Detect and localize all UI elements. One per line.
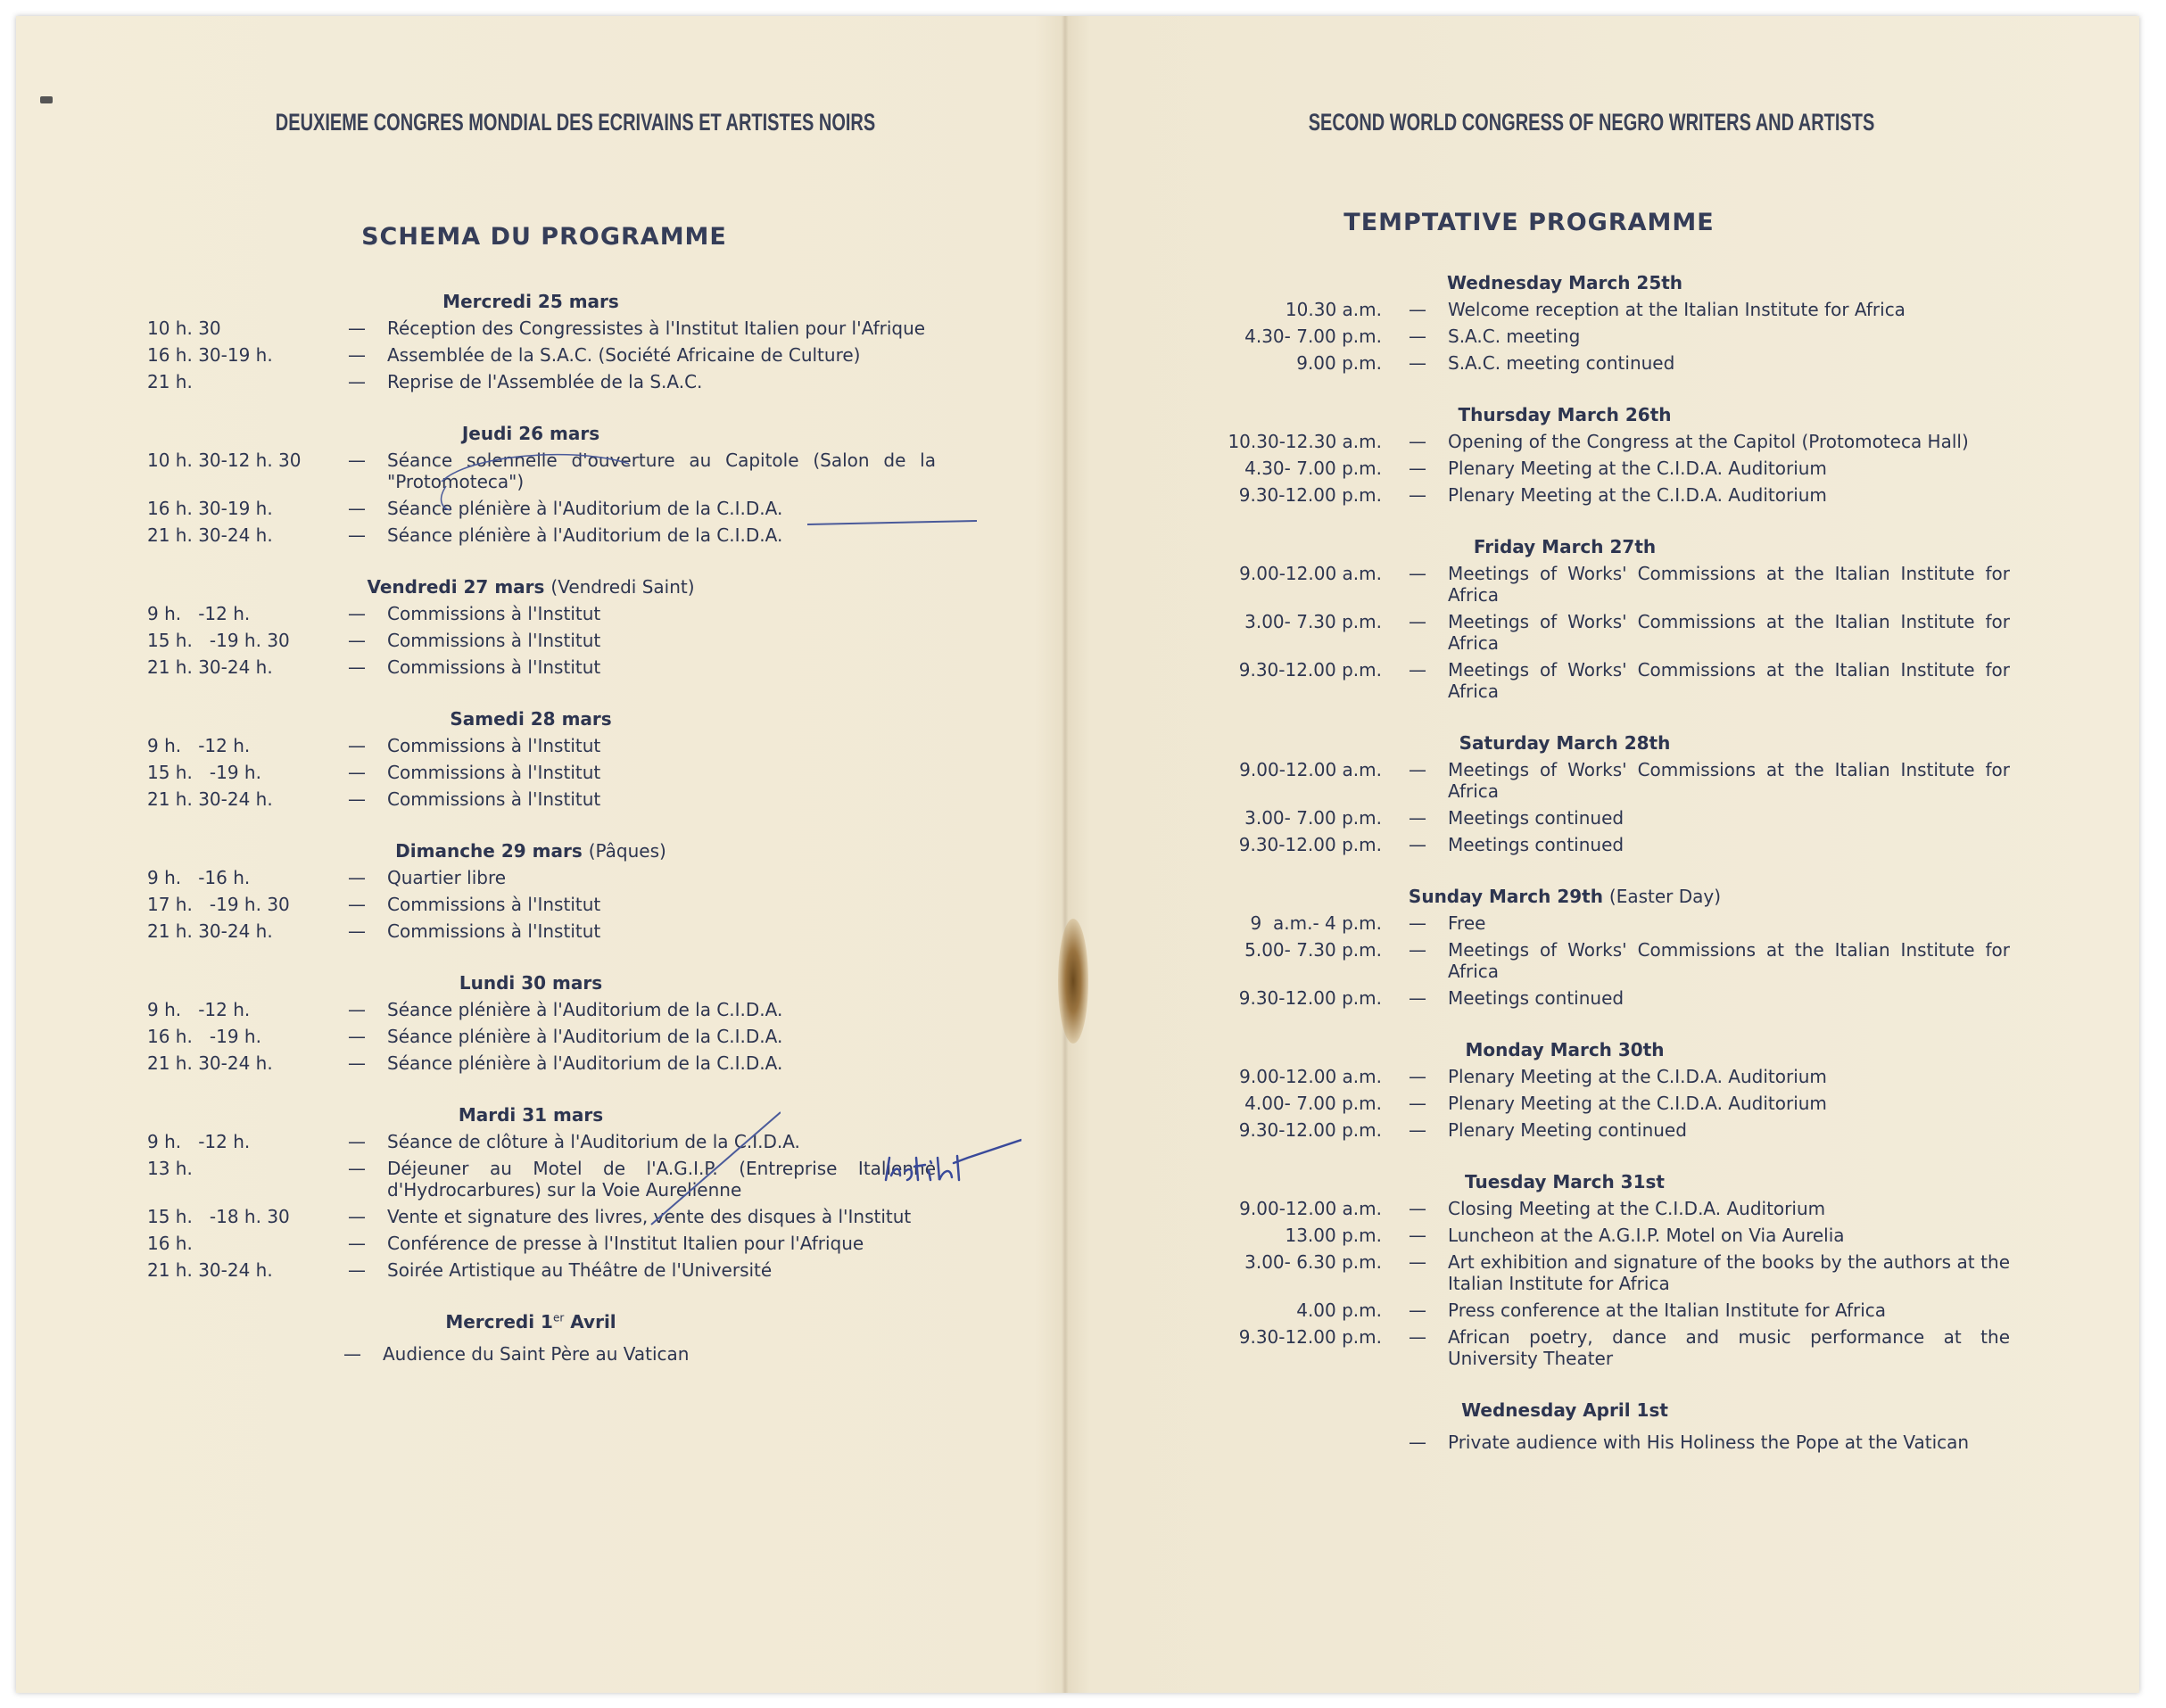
event-dash: —: [1409, 659, 1426, 681]
event-time: 4.30- 7.00 p.m.: [1244, 458, 1382, 479]
event-time: 15 h. -18 h. 30: [147, 1206, 290, 1227]
event-time: 3.00- 7.00 p.m.: [1244, 807, 1382, 829]
event-text: Commissions à l'Institut: [387, 788, 601, 810]
event-time: 4.30- 7.00 p.m.: [1244, 326, 1382, 347]
event-row: [147, 344, 950, 366]
event-text: Commissions à l'Institut: [387, 603, 601, 624]
event-dash: —: [1409, 759, 1426, 780]
day-spacer: [1163, 1146, 2100, 1171]
day-note: (Pâques): [588, 840, 666, 862]
day-spacer: [1163, 1014, 2100, 1039]
event-row: [1163, 1326, 2100, 1369]
day-label: Friday March 27th: [1473, 536, 1657, 557]
event-time: 3.00- 7.30 p.m.: [1244, 611, 1382, 632]
paper-mark: [40, 96, 53, 103]
event-dash: —: [348, 524, 366, 546]
event-dash: —: [1409, 939, 1426, 961]
event-time: 9.00-12.00 a.m.: [1239, 563, 1382, 584]
event-text: Meetings of Works' Commissions at the Italian Institute for Africa: [1448, 939, 2010, 982]
event-text: Déjeuner au Motel de l'A.G.I.P. (Entreprise Italienne d'Hydrocarbures) sur la Voie Aurelienne: [387, 1158, 936, 1201]
event-time: 17 h. -19 h. 30: [147, 894, 290, 915]
conference-title-fr: DEUXIEME CONGRES MONDIAL DES ECRIVAINS ET ARTISTES NOIRS: [275, 109, 876, 136]
day-heading: [1163, 886, 1895, 907]
center-fold: [1062, 16, 1069, 1693]
event-text: Séance plénière à l'Auditorium de la C.I.D.A.: [387, 524, 783, 546]
event-time: 4.00 p.m.: [1296, 1300, 1382, 1321]
event-dash: —: [348, 1158, 366, 1179]
event-text: Press conference at the Italian Institute for Africa: [1448, 1300, 1887, 1321]
event-dash: —: [348, 999, 366, 1020]
event-dash: —: [348, 735, 366, 756]
day-label: Sunday March 29th: [1408, 886, 1603, 907]
event-time: 9 h. -12 h.: [147, 999, 251, 1020]
event-row: [1163, 352, 2100, 374]
schedule-en: [1163, 272, 2100, 1453]
event-text: Commissions à l'Institut: [387, 920, 601, 942]
event-dash: —: [348, 1026, 366, 1047]
event-row: [1163, 834, 2100, 855]
pen-underline-mark: [433, 446, 986, 526]
event-time: 21 h. 30-24 h.: [147, 920, 273, 942]
programme-title-en: TEMPTATIVE PROGRAMME: [1343, 209, 1715, 236]
day-note: (Vendredi Saint): [550, 576, 695, 598]
event-row: [147, 894, 950, 915]
programme-title-fr: SCHEMA DU PROGRAMME: [361, 223, 727, 251]
event-text: Séance plénière à l'Auditorium de la C.I.D.A.: [387, 498, 783, 519]
event-dash: —: [1409, 1066, 1426, 1087]
event-text: Séance plénière à l'Auditorium de la C.I.D.A.: [387, 1026, 783, 1047]
event-text: Commissions à l'Institut: [387, 762, 601, 783]
event-text: Commissions à l'Institut: [387, 630, 601, 651]
event-row: [1163, 458, 2100, 479]
day-label: Mardi 31 mars: [458, 1104, 604, 1126]
event-dash: —: [1409, 1326, 1426, 1348]
event-dash: —: [348, 867, 366, 888]
event-time: 16 h. -19 h.: [147, 1026, 261, 1047]
event-time: 10.30-12.30 a.m.: [1228, 431, 1382, 452]
event-row: [147, 1131, 950, 1152]
day-heading: [1163, 1399, 1895, 1421]
day-spacer: [1163, 1374, 2100, 1399]
day-spacer: [147, 947, 950, 972]
day-heading: [147, 423, 861, 444]
event-text: Meetings of Works' Commissions at the Italian Institute for Africa: [1448, 611, 2010, 654]
event-row: [147, 920, 950, 942]
event-dash: —: [1409, 1432, 1426, 1453]
event-dash: —: [348, 318, 366, 339]
event-row: [1163, 326, 2100, 347]
event-text: Luncheon at the A.G.I.P. Motel on Via Aurelia: [1448, 1225, 1845, 1246]
event-dash: —: [348, 371, 366, 392]
event-time: 9.30-12.00 p.m.: [1238, 1119, 1382, 1141]
day-spacer: [1163, 511, 2100, 536]
event-text: Meetings continued: [1448, 807, 1624, 829]
event-row: [1163, 431, 2100, 452]
event-dash: —: [348, 603, 366, 624]
day-label: Samedi 28 mars: [450, 708, 612, 730]
event-time: 5.00- 7.30 p.m.: [1244, 939, 1382, 961]
event-time: 9.30-12.00 p.m.: [1238, 987, 1382, 1009]
event-text: Meetings of Works' Commissions at the Italian Institute for Africa: [1448, 563, 2010, 606]
event-row: [1163, 912, 2100, 934]
event-dash: —: [348, 1131, 366, 1152]
event-dash: —: [1409, 1093, 1426, 1114]
day-spacer: [147, 551, 950, 576]
event-text: Plenary Meeting continued: [1448, 1119, 1687, 1141]
event-row: [1163, 484, 2100, 506]
event-time: 9.00-12.00 a.m.: [1239, 759, 1382, 780]
day-heading: [147, 576, 861, 598]
day-label: Thursday March 26th: [1458, 404, 1672, 425]
day-heading: [1163, 1039, 1895, 1060]
day-label: Jeudi 26 mars: [461, 423, 600, 444]
event-text: Opening of the Congress at the Capitol (Protomoteca Hall): [1448, 431, 1969, 452]
day-spacer: [147, 815, 950, 840]
event-dash: —: [348, 656, 366, 678]
handwritten-note: [879, 1131, 1021, 1193]
event-dash: —: [1409, 326, 1426, 347]
day-heading: [1163, 1171, 1895, 1192]
event-text: Réception des Congressistes à l'Institut Italien pour l'Afrique: [387, 318, 926, 339]
event-time: 10.30 a.m.: [1285, 299, 1382, 320]
event-time: 4.00- 7.00 p.m.: [1244, 1093, 1382, 1114]
event-dash: —: [1409, 458, 1426, 479]
event-dash: —: [348, 630, 366, 651]
event-text: S.A.C. meeting continued: [1448, 352, 1675, 374]
day-label: Wednesday March 25th: [1446, 272, 1683, 293]
day-heading: [147, 972, 861, 994]
day-spacer: [1163, 707, 2100, 732]
event-text: S.A.C. meeting: [1448, 326, 1581, 347]
event-dash: —: [348, 920, 366, 942]
event-dash: —: [1409, 987, 1426, 1009]
event-dash: —: [1409, 1251, 1426, 1273]
event-time: 13.00 p.m.: [1285, 1225, 1382, 1246]
event-text: Closing Meeting at the C.I.D.A. Auditorium: [1448, 1198, 1826, 1219]
event-text: Soirée Artistique au Théâtre de l'Université: [387, 1259, 773, 1281]
day-label-rest: Avril: [570, 1311, 616, 1333]
event-time: 21 h. 30-24 h.: [147, 788, 273, 810]
event-row: [147, 735, 950, 756]
event-row: [147, 371, 950, 392]
day-label: Wednesday April 1st: [1461, 1399, 1668, 1421]
event-text: Commissions à l'Institut: [387, 894, 601, 915]
event-row: [1163, 1066, 2100, 1087]
event-dash: —: [348, 788, 366, 810]
event-text: Welcome reception at the Italian Institute for Africa: [1448, 299, 1906, 320]
event-dash: —: [1409, 912, 1426, 934]
event-dash: —: [348, 762, 366, 783]
day-label: Mercredi 1: [445, 1311, 553, 1333]
event-row: [147, 1026, 950, 1047]
event-row: [147, 999, 950, 1020]
event-text: Séance de clôture à l'Auditorium de la C.I.D.A.: [387, 1131, 800, 1152]
day-spacer: [1163, 379, 2100, 404]
event-time: 9.00-12.00 a.m.: [1239, 1066, 1382, 1087]
conference-title-en: SECOND WORLD CONGRESS OF NEGRO WRITERS AND ARTISTS: [1308, 109, 1875, 136]
event-row: [1163, 987, 2100, 1009]
event-row: [1163, 1119, 2100, 1141]
event-row: [147, 1052, 950, 1074]
event-row: [1163, 1251, 2100, 1294]
event-time: 15 h. -19 h.: [147, 762, 261, 783]
event-time: 16 h.: [147, 1233, 193, 1254]
event-dash: —: [1409, 611, 1426, 632]
day-label: Vendredi 27 mars: [367, 576, 545, 598]
event-time: 9.30-12.00 p.m.: [1238, 659, 1382, 681]
event-time: 9.30-12.00 p.m.: [1238, 1326, 1382, 1348]
event-time: 16 h. 30-19 h.: [147, 344, 273, 366]
event-row: [1163, 1225, 2100, 1246]
event-time: 9 h. -12 h.: [147, 603, 251, 624]
event-time: 9.30-12.00 p.m.: [1238, 834, 1382, 855]
day-heading: [147, 1311, 861, 1333]
event-text: Plenary Meeting at the C.I.D.A. Auditorium: [1448, 458, 1827, 479]
event-row: [147, 788, 950, 810]
event-row: [147, 867, 950, 888]
event-row: [1163, 1198, 2100, 1219]
event-dash: —: [348, 450, 366, 471]
event-dash: —: [1409, 834, 1426, 855]
event-time: 3.00- 6.30 p.m.: [1244, 1251, 1382, 1273]
day-label: Monday March 30th: [1465, 1039, 1665, 1060]
event-row: [1163, 1300, 2100, 1321]
event-row: [147, 524, 950, 546]
event-row: [147, 1158, 950, 1201]
event-text: Conférence de presse à l'Institut Italien pour l'Afrique: [387, 1233, 864, 1254]
pen-slash-mark: [647, 1110, 781, 1226]
event-row: [1163, 759, 2100, 802]
event-text: Free: [1448, 912, 1486, 934]
event-time: 21 h.: [147, 371, 193, 392]
event-row: [147, 318, 950, 339]
event-time: 21 h. 30-24 h.: [147, 656, 273, 678]
event-text: Meetings of Works' Commissions at the Italian Institute for Africa: [1448, 659, 2010, 702]
event-text: Quartier libre: [387, 867, 507, 888]
event-text: Plenary Meeting at the C.I.D.A. Auditorium: [1448, 484, 1827, 506]
event-time: 16 h. 30-19 h.: [147, 498, 273, 519]
event-dash: —: [1409, 563, 1426, 584]
day-heading: [1163, 404, 1895, 425]
event-text: Commissions à l'Institut: [387, 735, 601, 756]
event-text: Meetings of Works' Commissions at the Italian Institute for Africa: [1448, 759, 2010, 802]
event-time: 9.00 p.m.: [1296, 352, 1382, 374]
event-dash: —: [1409, 1198, 1426, 1219]
event-dash: —: [1409, 484, 1426, 506]
event-row: [1163, 611, 2100, 654]
event-dash: —: [1409, 1119, 1426, 1141]
day-spacer: [147, 1079, 950, 1104]
day-heading: [147, 840, 861, 862]
event-dash: —: [343, 1343, 361, 1365]
event-time: [147, 1343, 343, 1365]
event-row: [147, 762, 950, 783]
event-text: Séance plénière à l'Auditorium de la C.I.D.A.: [387, 999, 783, 1020]
event-time: 9 a.m.- 4 p.m.: [1250, 912, 1382, 934]
event-time: [1163, 1432, 1409, 1453]
event-row: [1163, 299, 2100, 320]
event-row: [147, 1233, 950, 1254]
event-row: [1163, 563, 2100, 606]
event-time: 10 h. 30-12 h. 30: [147, 450, 302, 471]
event-row: [1163, 1432, 2100, 1453]
day-spacer: [1163, 861, 2100, 886]
day-label-sup: er: [552, 1311, 565, 1324]
day-label: Dimanche 29 mars: [395, 840, 583, 862]
event-dash: —: [348, 1233, 366, 1254]
day-heading: [1163, 536, 1895, 557]
event-row: [1163, 807, 2100, 829]
event-dash: —: [1409, 1225, 1426, 1246]
event-text: Reprise de l'Assemblée de la S.A.C.: [387, 371, 703, 392]
day-label: Lundi 30 mars: [459, 972, 603, 994]
day-label: Tuesday March 31st: [1465, 1171, 1665, 1192]
event-dash: —: [1409, 807, 1426, 829]
event-time: 9.00-12.00 a.m.: [1239, 1198, 1382, 1219]
event-dash: —: [348, 498, 366, 519]
event-text: Plenary Meeting at the C.I.D.A. Auditorium: [1448, 1093, 1827, 1114]
event-row: [147, 656, 950, 678]
event-time: 21 h. 30-24 h.: [147, 1052, 273, 1074]
event-row: [147, 603, 950, 624]
event-row: [147, 630, 950, 651]
event-time: 9 h. -12 h.: [147, 1131, 251, 1152]
event-text: Vente et signature des livres, vente des disques à l'Institut: [387, 1206, 912, 1227]
event-row: [1163, 1093, 2100, 1114]
event-text: Plenary Meeting at the C.I.D.A. Auditorium: [1448, 1066, 1827, 1087]
event-dash: —: [1409, 1300, 1426, 1321]
event-text: Art exhibition and signature of the books by the authors at the Italian Institute for Africa: [1448, 1251, 2010, 1294]
day-label: Saturday March 28th: [1459, 732, 1671, 754]
event-time: 10 h. 30: [147, 318, 221, 339]
day-label: Mercredi 25 mars: [442, 291, 619, 312]
event-dash: —: [348, 1206, 366, 1227]
event-dash: —: [348, 344, 366, 366]
event-dash: —: [1409, 352, 1426, 374]
day-heading: [147, 291, 861, 312]
day-spacer: [147, 683, 950, 708]
event-text: Séance solennelle d'ouverture au Capitole (Salon de la "Protomoteca"): [387, 450, 936, 492]
event-text: African poetry, dance and music performance at the University Theater: [1448, 1326, 2010, 1369]
event-dash: —: [1409, 299, 1426, 320]
event-text: Meetings continued: [1448, 987, 1624, 1009]
day-spacer: [147, 1286, 950, 1311]
event-time: 9 h. -12 h.: [147, 735, 251, 756]
event-row: [147, 1343, 950, 1365]
day-heading: [1163, 272, 1895, 293]
day-note: (Easter Day): [1608, 886, 1722, 907]
event-row: [147, 1259, 950, 1281]
event-dash: —: [348, 1259, 366, 1281]
event-text: Private audience with His Holiness the Pope at the Vatican: [1448, 1432, 1970, 1453]
day-heading: [147, 708, 861, 730]
event-text: Commissions à l'Institut: [387, 656, 601, 678]
staple-stain: [1058, 919, 1088, 1044]
event-time: 21 h. 30-24 h.: [147, 1259, 273, 1281]
event-time: 9.30-12.00 p.m.: [1238, 484, 1382, 506]
event-text: Meetings continued: [1448, 834, 1624, 855]
event-row: [1163, 659, 2100, 702]
event-row: [147, 1206, 950, 1227]
event-time: 15 h. -19 h. 30: [147, 630, 290, 651]
event-dash: —: [1409, 431, 1426, 452]
event-time: 13 h.: [147, 1158, 193, 1179]
event-row: [1163, 939, 2100, 982]
event-text: Assemblée de la S.A.C. (Société Africaine de Culture): [387, 344, 861, 366]
event-dash: —: [348, 894, 366, 915]
event-time: 21 h. 30-24 h.: [147, 524, 273, 546]
event-dash: —: [348, 1052, 366, 1074]
day-spacer: [147, 398, 950, 423]
event-time: 9 h. -16 h.: [147, 867, 251, 888]
event-text: Séance plénière à l'Auditorium de la C.I.D.A.: [387, 1052, 783, 1074]
day-heading: [1163, 732, 1895, 754]
event-text: Audience du Saint Père au Vatican: [383, 1343, 690, 1365]
